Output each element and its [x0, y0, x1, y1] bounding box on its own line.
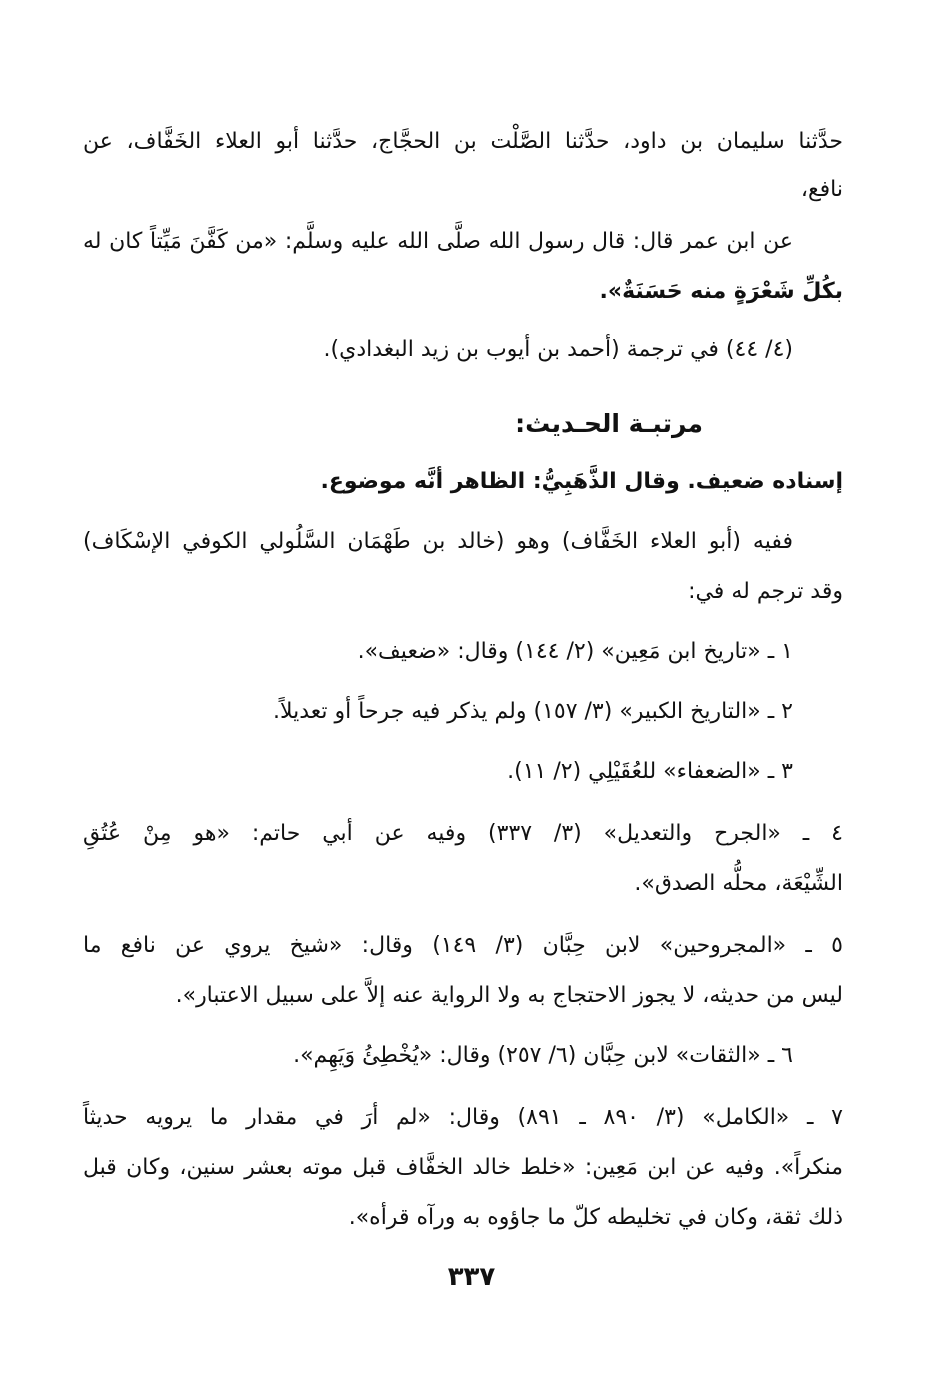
- page-number: ٣٣٧: [447, 1262, 496, 1292]
- text-line-2: نافع،: [800, 177, 843, 202]
- source-reference: (٤/ ٤٤) في ترجمة (أحمد بن أيوب بن زيد البغدادي).: [323, 337, 793, 362]
- reference-item-1: ١ ـ «تاريخ ابن مَعِين» (٢/ ١٤٤) وقال: «ضعيف».: [357, 639, 793, 664]
- section-heading: مرتبـة الحـديث:: [515, 409, 703, 438]
- reference-item-7-line-2: منكراً». وفيه عن ابن مَعِين: «خلط خالد الخفَّاف قبل موته بعشر سنين، وكان قبل: [83, 1155, 843, 1180]
- reference-item-5-line-1: ٥ ـ «المجروحين» لابن حِبَّان (٣/ ١٤٩) وقال: «شيخ يروي عن نافع ما: [83, 933, 843, 958]
- hadith-line-2: بكُلِّ شَعْرَةٍ منه حَسَنَةٌ».: [599, 279, 843, 304]
- reference-item-5-line-2: ليس من حديثه، لا يجوز الاحتجاج به ولا الرواية عنه إلاَّ على سبيل الاعتبار».: [175, 983, 843, 1008]
- reference-item-2: ٢ ـ «التاريخ الكبير» (٣/ ١٥٧) ولم يذكر فيه جرحاً أو تعديلاً.: [273, 699, 793, 724]
- reference-item-4-line-2: الشِّيْعَة، محلُّه الصدق».: [634, 871, 843, 896]
- reference-item-7-line-1: ٧ ـ «الكامل» (٣/ ٨٩٠ ـ ٨٩١) وقال: «لم أرَ في مقدار ما يرويه حديثاً: [83, 1105, 843, 1130]
- hadith-line-1: عن ابن عمر قال: قال رسول الله صلَّى الله عليه وسلَّم: «من كَفَّنَ مَيِّتاً كان له: [83, 229, 793, 254]
- reference-item-4-line-1: ٤ ـ «الجرح والتعديل» (٣/ ٣٣٧) وفيه عن أبي حاتم: «هو مِنْ عُتُقِ: [83, 821, 843, 846]
- text-line-1: حدَّثنا سليمان بن داود، حدَّثنا الصَّلْت بن الحجَّاج، حدَّثنا أبو العلاء الخَفَّاف، عن: [83, 129, 843, 154]
- reference-item-6: ٦ ـ «الثقات» لابن حِبَّان (٦/ ٢٥٧) وقال: «يُخْطِئُ وَيَهِم».: [293, 1043, 793, 1068]
- narrator-line-1: ففيه (أبو العلاء الخَفَّاف) وهو (خالد بن طَهْمَان السَّلُولي الكوفي الإسْكَاف): [83, 529, 793, 554]
- grading-line: إسناده ضعيف. وقال الذَّهَبِيُّ: الظاهر أنَّه موضوع.: [320, 469, 843, 494]
- narrator-line-2: وقد ترجم له في:: [688, 579, 843, 604]
- reference-item-7-line-3: ذلك ثقة، وكان في تخليطه كلّ ما جاؤوه به ورآه قرأه».: [348, 1205, 843, 1230]
- reference-item-3: ٣ ـ «الضعفاء» للعُقَيْلِي (٢/ ١١).: [507, 759, 793, 784]
